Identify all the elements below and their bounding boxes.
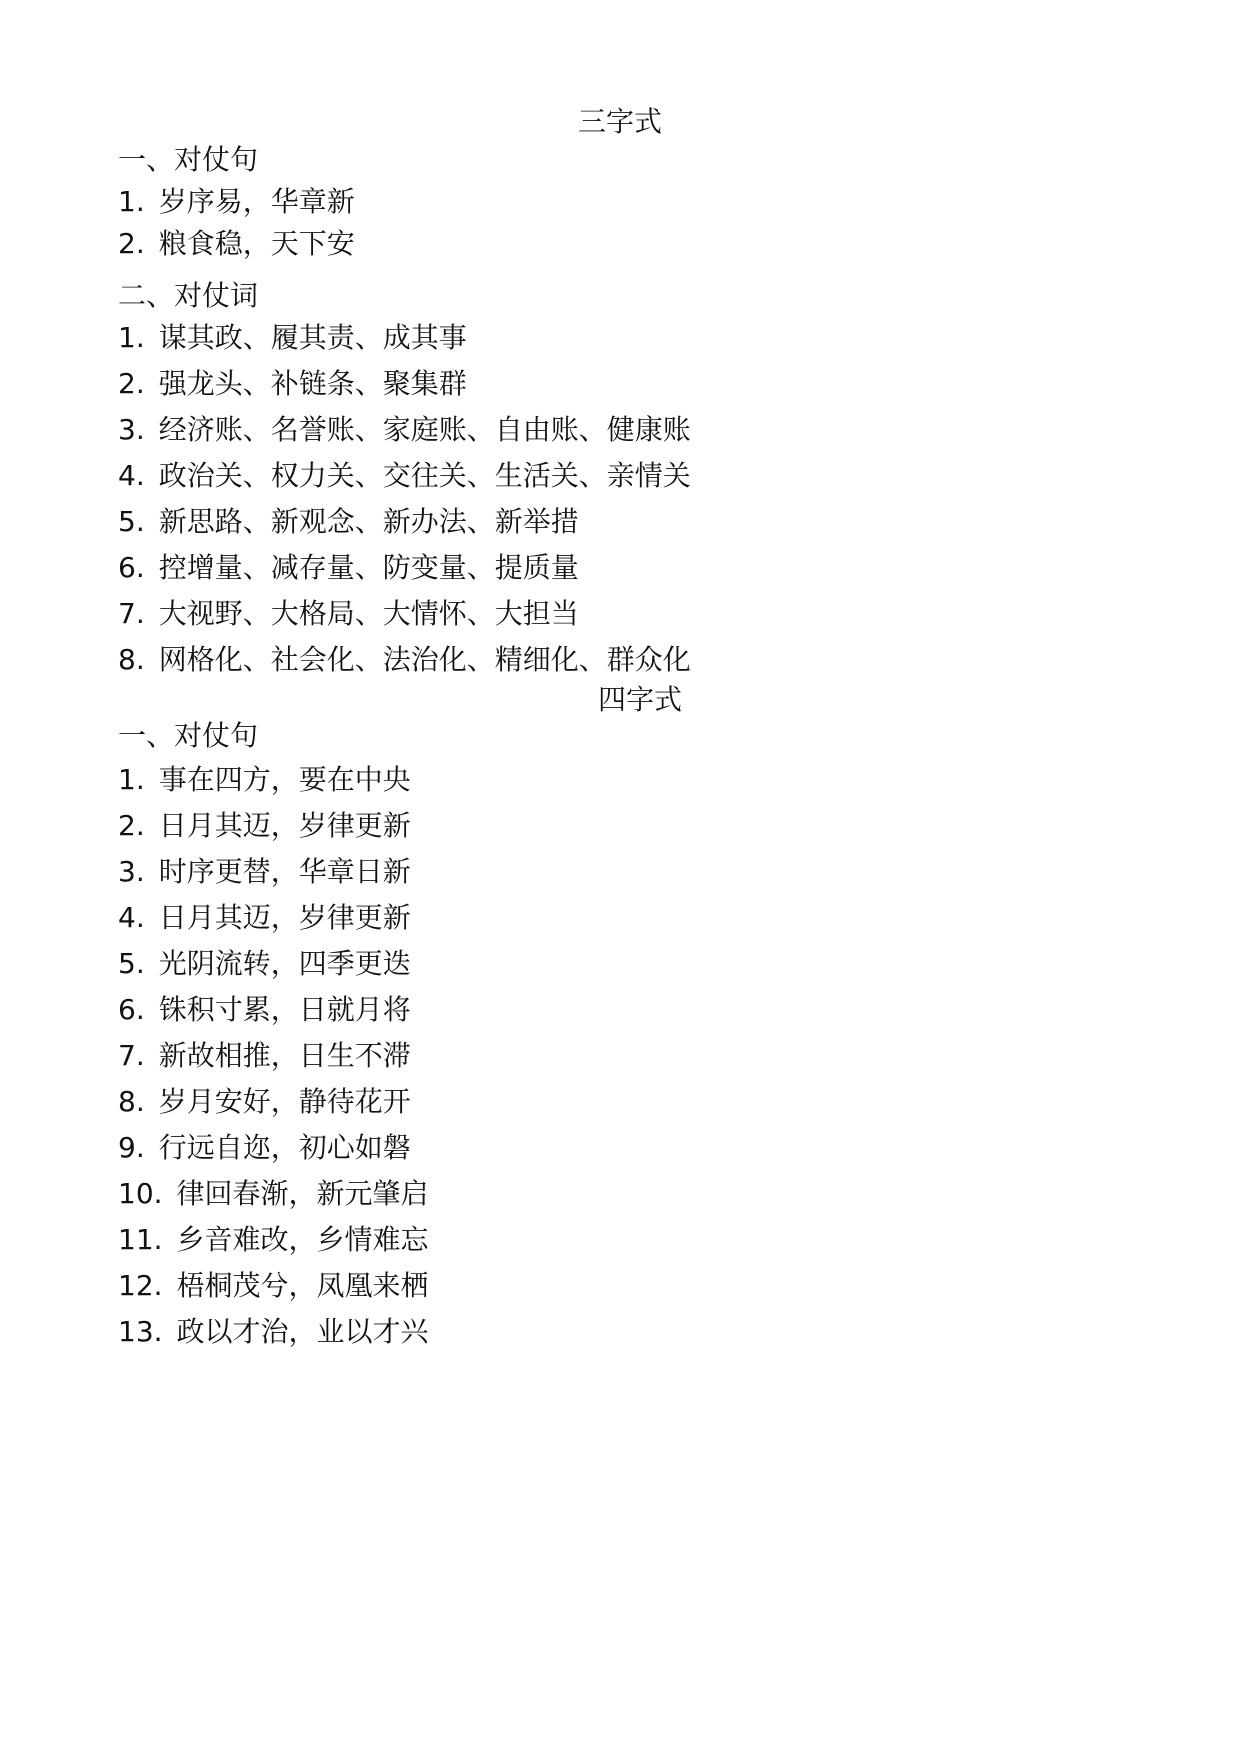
- item-text: 事在四方，要在中央: [158, 763, 411, 796]
- list-item: [118, 990, 411, 1030]
- list-item: [118, 944, 411, 984]
- item-number: 10.: [118, 1177, 163, 1210]
- section-1-group-2-heading: 二、对仗词: [118, 279, 259, 312]
- item-number: 12.: [118, 1269, 163, 1302]
- item-text: 粮食稳，天下安: [158, 227, 355, 260]
- list-item: [118, 852, 411, 892]
- list-item: [118, 1036, 411, 1076]
- list-item: [118, 1220, 429, 1260]
- list-item: [118, 1174, 429, 1214]
- item-number: 9.: [118, 1131, 145, 1164]
- list-item: [118, 364, 467, 404]
- list-item: [118, 548, 579, 588]
- list-item: [118, 1312, 429, 1352]
- item-text: 岁月安好，静待花开: [158, 1085, 411, 1118]
- item-text: 新思路、新观念、新办法、新举措: [158, 505, 579, 538]
- item-number: 6.: [118, 993, 145, 1026]
- list-item: [118, 806, 411, 846]
- item-text: 光阴流转，四季更迭: [158, 947, 411, 980]
- list-item: [118, 1082, 411, 1122]
- item-text: 日月其迈，岁律更新: [158, 809, 411, 842]
- item-text: 乡音难改，乡情难忘: [176, 1223, 429, 1256]
- section-1-group-1-heading: 一、对仗句: [118, 143, 259, 176]
- list-item: [118, 224, 355, 264]
- item-number: 4.: [118, 901, 145, 934]
- item-text: 政治关、权力关、交往关、生活关、亲情关: [158, 459, 691, 492]
- item-number: 8.: [118, 1085, 145, 1118]
- item-text: 时序更替，华章日新: [158, 855, 411, 888]
- item-number: 1.: [118, 763, 145, 796]
- item-number: 1.: [118, 185, 145, 218]
- item-text: 铢积寸累，日就月将: [158, 993, 411, 1026]
- list-item: [118, 410, 691, 450]
- item-number: 2.: [118, 809, 145, 842]
- list-item: [118, 898, 411, 938]
- list-item: [118, 640, 691, 680]
- item-text: 谋其政、履其责、成其事: [158, 321, 467, 354]
- item-number: 3.: [118, 413, 145, 446]
- list-item: [118, 182, 355, 222]
- item-number: 11.: [118, 1223, 163, 1256]
- item-number: 3.: [118, 855, 145, 888]
- item-number: 5.: [118, 947, 145, 980]
- item-text: 岁序易，华章新: [158, 185, 355, 218]
- item-number: 13.: [118, 1315, 163, 1348]
- item-text: 日月其迈，岁律更新: [158, 901, 411, 934]
- item-number: 1.: [118, 321, 145, 354]
- item-text: 政以才治，业以才兴: [176, 1315, 429, 1348]
- item-number: 8.: [118, 643, 145, 676]
- item-number: 5.: [118, 505, 145, 538]
- list-item: [118, 594, 579, 634]
- item-text: 梧桐茂兮，凤凰来栖: [176, 1269, 429, 1302]
- item-text: 行远自迩，初心如磐: [158, 1131, 411, 1164]
- section-title-four-char: 四字式: [597, 683, 682, 716]
- item-number: 4.: [118, 459, 145, 492]
- list-item: [118, 1266, 429, 1306]
- item-number: 7.: [118, 1039, 145, 1072]
- item-text: 新故相推，日生不滞: [158, 1039, 411, 1072]
- list-item: [118, 502, 579, 542]
- item-text: 控增量、减存量、防变量、提质量: [158, 551, 579, 584]
- list-item: [118, 1128, 411, 1168]
- item-number: 7.: [118, 597, 145, 630]
- item-text: 律回春渐，新元肇启: [176, 1177, 429, 1210]
- item-text: 强龙头、补链条、聚集群: [158, 367, 467, 400]
- item-number: 2.: [118, 227, 145, 260]
- item-number: 2.: [118, 367, 145, 400]
- section-2-group-1-heading: 一、对仗句: [118, 719, 259, 752]
- item-number: 6.: [118, 551, 145, 584]
- list-item: [118, 456, 691, 496]
- item-text: 大视野、大格局、大情怀、大担当: [158, 597, 579, 630]
- item-text: 经济账、名誉账、家庭账、自由账、健康账: [158, 413, 691, 446]
- list-item: [118, 318, 467, 358]
- item-text: 网格化、社会化、法治化、精细化、群众化: [158, 643, 691, 676]
- section-title-three-char: 三字式: [577, 105, 662, 138]
- list-item: [118, 760, 411, 800]
